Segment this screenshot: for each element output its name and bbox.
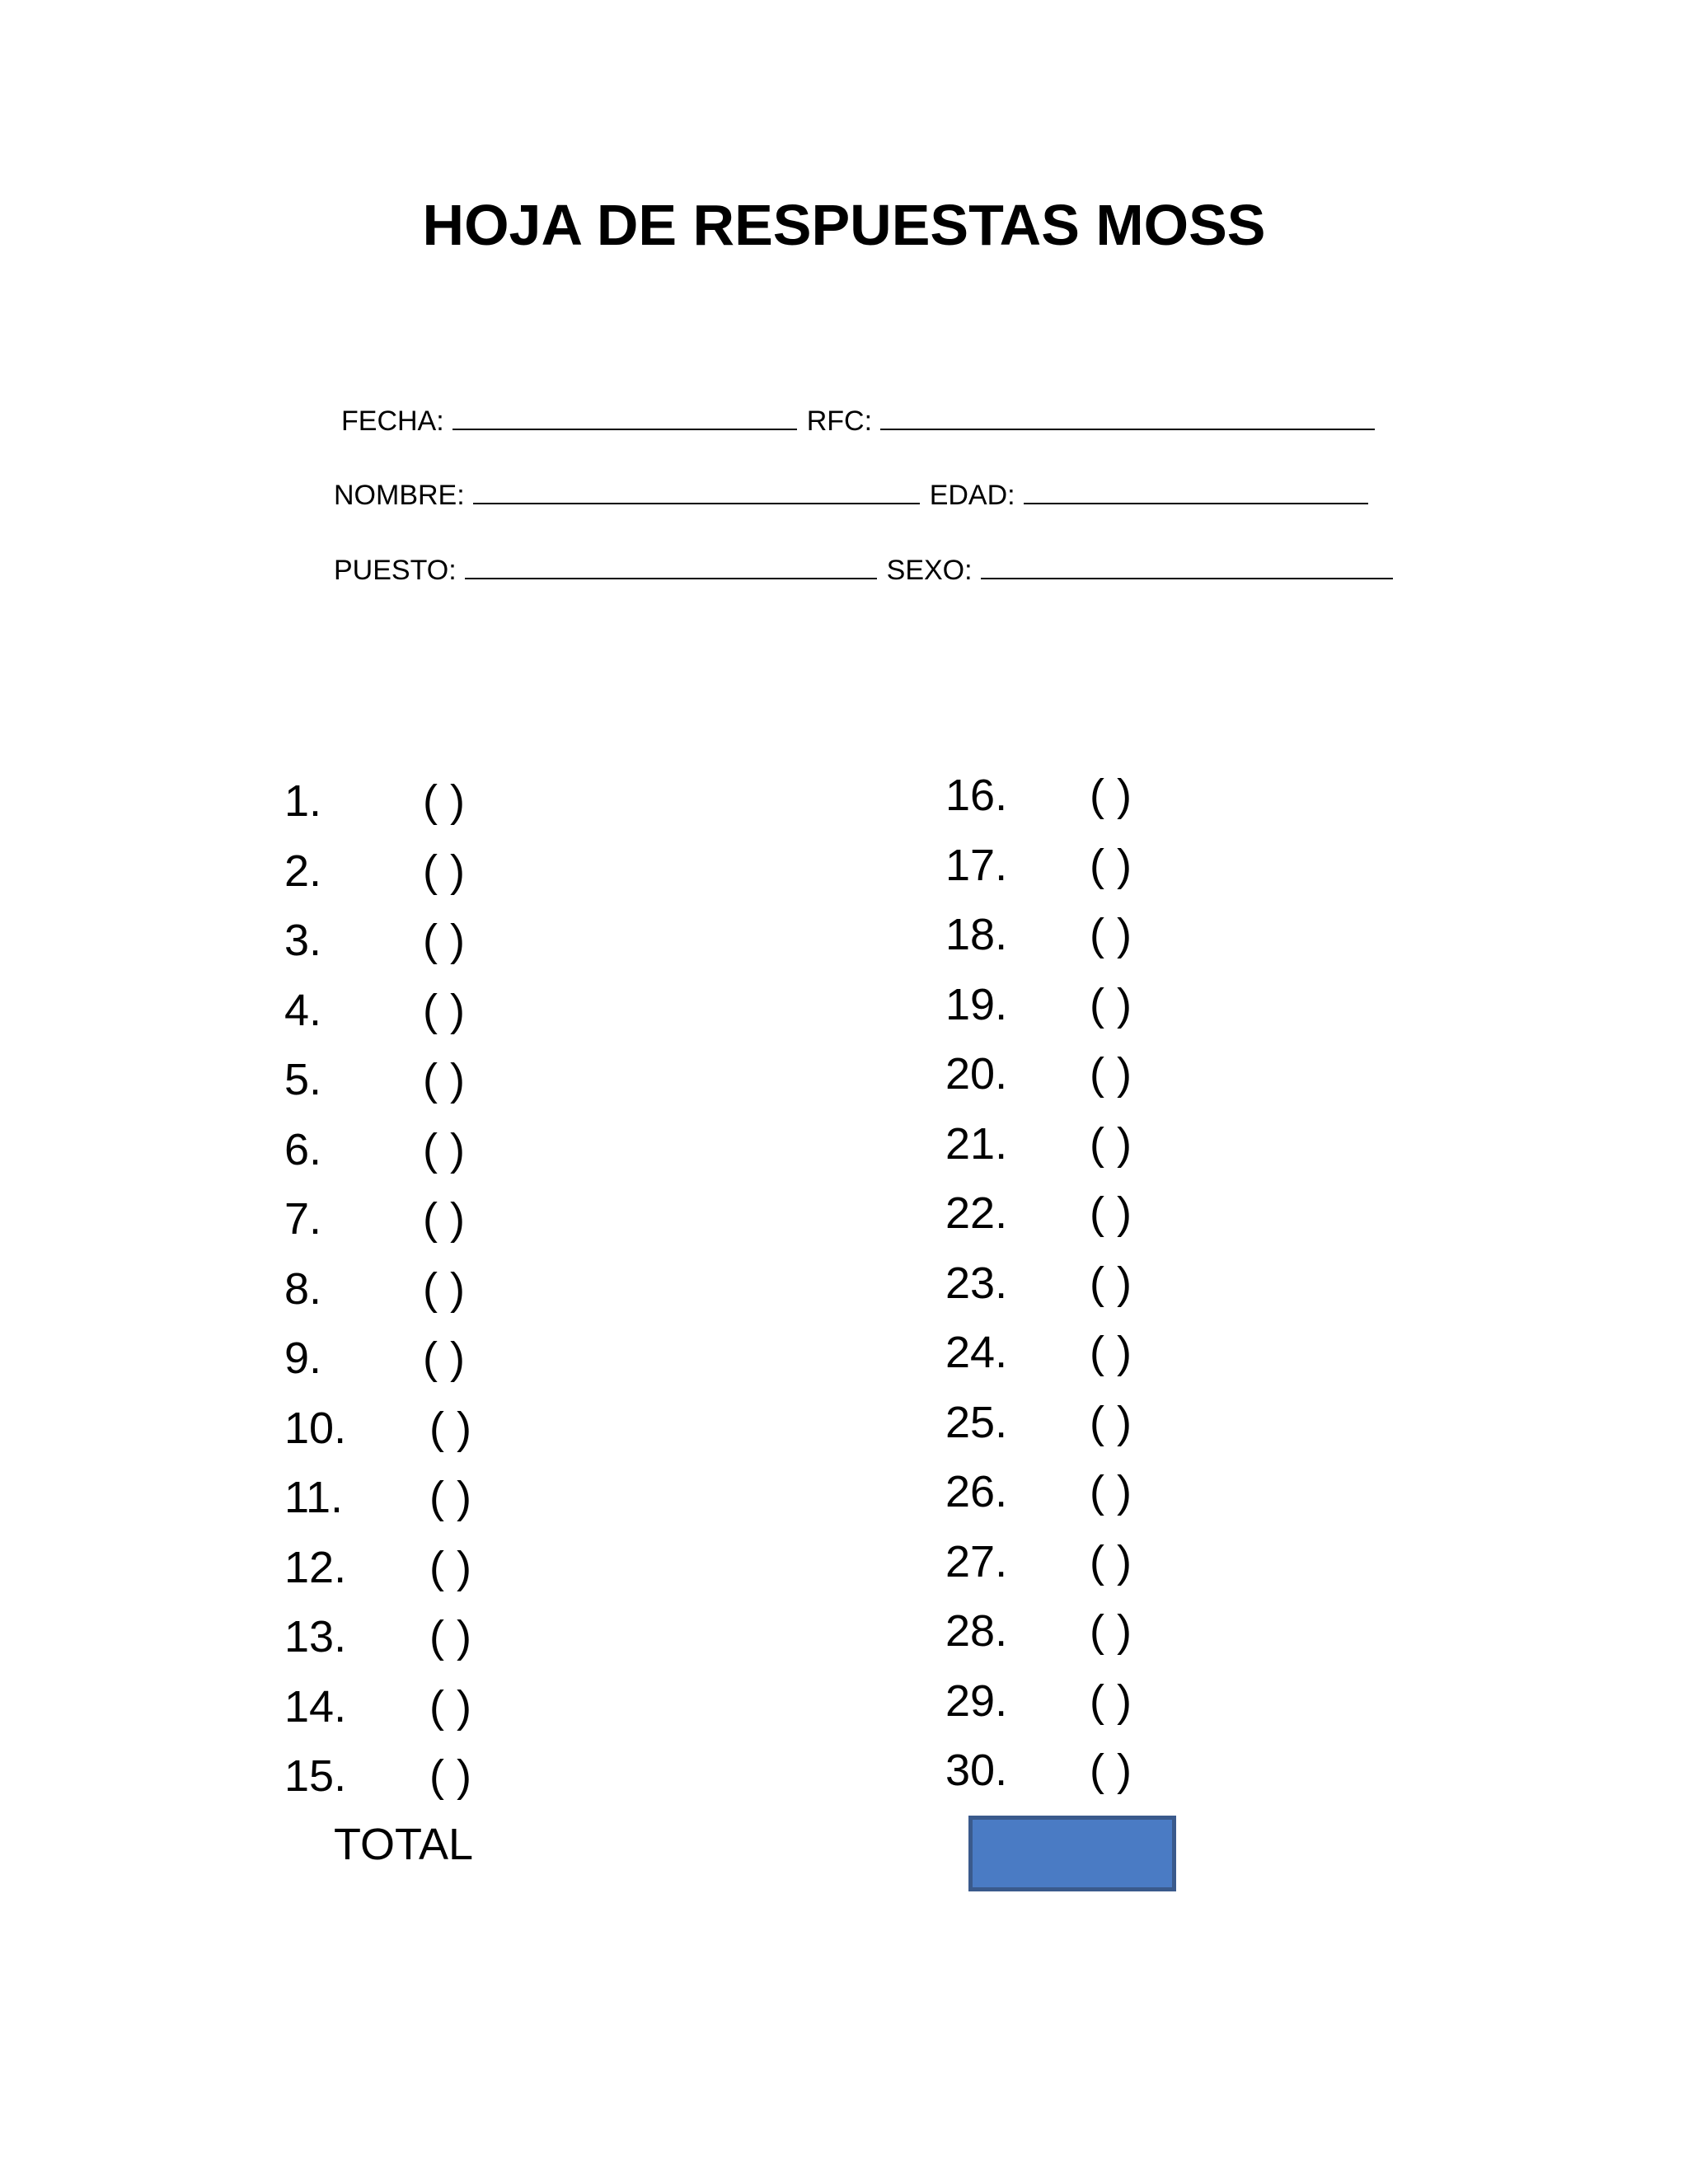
fecha-rfc-row	[341, 404, 1385, 435]
question-number: 15.	[284, 1751, 347, 1801]
answer-blank[interactable]: ( )	[1090, 1675, 1132, 1726]
total-score-box[interactable]	[968, 1816, 1176, 1891]
question-number: 22.	[945, 1188, 1008, 1238]
question-number: 9.	[284, 1333, 322, 1383]
question-number: 17.	[945, 840, 1008, 890]
question-number: 5.	[284, 1055, 322, 1104]
question-number: 4.	[284, 985, 322, 1035]
nombre-label: NOMBRE:	[334, 480, 465, 511]
fecha-label: FECHA:	[341, 405, 444, 437]
answer-blank[interactable]: ( )	[1090, 1606, 1132, 1656]
question-number: 14.	[284, 1681, 347, 1732]
question-number: 28.	[945, 1606, 1008, 1656]
answer-blank[interactable]: ( )	[1090, 771, 1132, 820]
answer-blank[interactable]: ( )	[429, 1403, 471, 1453]
answer-blank[interactable]: ( )	[1090, 840, 1132, 890]
question-number: 12.	[284, 1542, 347, 1592]
nombre-edad-row	[334, 478, 1378, 509]
edad-label: EDAD:	[929, 480, 1015, 511]
page-title: HOJA DE RESPUESTAS MOSS	[422, 193, 1266, 257]
question-number: 30.	[945, 1746, 1008, 1795]
question-number: 13.	[284, 1612, 347, 1661]
answer-blank[interactable]: ( )	[1090, 1467, 1132, 1516]
question-number: 2.	[284, 846, 322, 896]
fecha-input-line[interactable]	[452, 404, 797, 430]
answer-blank[interactable]: ( )	[423, 1333, 465, 1383]
puesto-sexo-row	[334, 553, 1403, 584]
answer-blank[interactable]: ( )	[423, 846, 465, 896]
rfc-label: RFC:	[806, 405, 873, 437]
answer-blank[interactable]: ( )	[423, 985, 465, 1035]
puesto-label: PUESTO:	[334, 555, 457, 586]
question-number: 25.	[945, 1397, 1008, 1447]
answer-blank[interactable]: ( )	[1090, 1397, 1132, 1447]
answer-blank[interactable]: ( )	[429, 1751, 471, 1801]
question-number: 29.	[945, 1675, 1008, 1726]
question-number: 7.	[284, 1194, 322, 1244]
answer-blank[interactable]: ( )	[1090, 1188, 1132, 1238]
question-number: 21.	[945, 1118, 1008, 1169]
question-number: 1.	[284, 776, 322, 826]
answer-blank[interactable]: ( )	[423, 916, 465, 965]
answer-blank[interactable]: ( )	[429, 1681, 471, 1732]
edad-input-line[interactable]	[1024, 478, 1368, 504]
question-number: 16.	[945, 771, 1008, 820]
question-number: 11.	[284, 1473, 344, 1522]
answer-blank[interactable]: ( )	[1090, 1746, 1132, 1795]
answer-blank[interactable]: ( )	[1090, 1328, 1132, 1377]
question-number: 27.	[945, 1536, 1008, 1586]
sexo-input-line[interactable]	[981, 553, 1393, 579]
answer-blank[interactable]: ( )	[1090, 1258, 1132, 1308]
answer-blank[interactable]: ( )	[423, 1055, 465, 1104]
answer-blank[interactable]: ( )	[429, 1473, 471, 1522]
answer-blank[interactable]: ( )	[423, 776, 465, 826]
answer-blank[interactable]: ( )	[423, 1263, 465, 1314]
answer-blank[interactable]: ( )	[423, 1124, 465, 1174]
answer-blank[interactable]: ( )	[1090, 1118, 1132, 1169]
question-number: 8.	[284, 1263, 322, 1314]
answer-blank[interactable]: ( )	[1090, 979, 1132, 1029]
answer-blank[interactable]: ( )	[423, 1194, 465, 1244]
puesto-input-line[interactable]	[465, 553, 877, 579]
answer-blank[interactable]: ( )	[429, 1542, 471, 1592]
answer-blank[interactable]: ( )	[1090, 1536, 1132, 1586]
question-number: 19.	[945, 979, 1008, 1029]
question-number: 20.	[945, 1049, 1008, 1099]
total-label: TOTAL	[334, 1820, 474, 1869]
question-number: 6.	[284, 1124, 322, 1174]
question-number: 10.	[284, 1403, 347, 1453]
nombre-input-line[interactable]	[473, 478, 920, 504]
question-number: 26.	[945, 1467, 1008, 1516]
answer-blank[interactable]: ( )	[1090, 910, 1132, 959]
answer-blank[interactable]: ( )	[1090, 1049, 1132, 1099]
question-number: 3.	[284, 916, 322, 965]
question-number: 24.	[945, 1328, 1008, 1377]
question-number: 23.	[945, 1258, 1008, 1308]
sexo-label: SEXO:	[886, 555, 973, 586]
answer-blank[interactable]: ( )	[429, 1612, 471, 1661]
question-number: 18.	[945, 910, 1008, 959]
rfc-input-line[interactable]	[880, 404, 1375, 430]
